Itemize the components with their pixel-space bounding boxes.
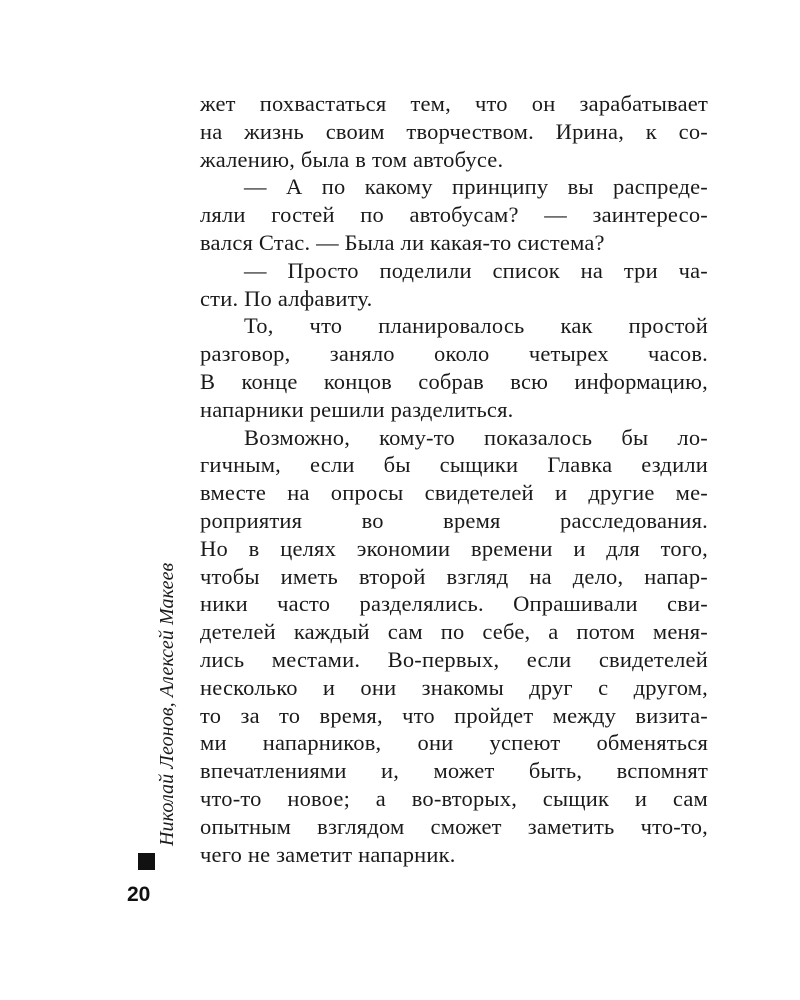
text-line: несколько и они знакомы друг с другом, <box>200 674 708 700</box>
text-line: гичным, если бы сыщики Главка ездили <box>200 452 708 478</box>
text-line: вместе на опросы свидетелей и другие ме- <box>200 480 708 506</box>
text-line: детелей каждый сам по себе, а потом меня- <box>200 619 708 645</box>
running-head-authors: Николай Леонов, Алексей Макеев <box>156 562 178 846</box>
text-line: то за то время, что пройдет между визита- <box>200 702 708 728</box>
text-line: жалению, была в том автобусе. <box>200 146 504 172</box>
text-line: впечатлениями и, может быть, вспомнят <box>200 758 708 784</box>
text-line: на жизнь своим творчеством. Ирина, к со- <box>200 118 708 144</box>
text-line: То, что планировалось как простой <box>244 313 708 339</box>
text-line: что-то новое; а во-вторых, сыщик и сам <box>200 785 708 811</box>
text-line: Возможно, кому-то показалось бы ло- <box>244 424 708 450</box>
text-line: — Просто поделили список на три ча- <box>244 257 708 283</box>
text-line: чего не заметит напарник. <box>200 841 456 867</box>
text-line: лись местами. Во-первых, если свидетелей <box>200 646 708 672</box>
page-number: 20 <box>127 883 151 906</box>
text-line: — А по какому принципу вы распреде- <box>244 174 708 200</box>
running-head-square-marker <box>138 853 155 870</box>
text-line: ляли гостей по автобусам? — заинтересо- <box>200 202 708 228</box>
text-line: Но в целях экономии времени и для того, <box>200 535 708 561</box>
text-line: жет похвастаться тем, что он зарабатывает <box>200 91 708 116</box>
text-line: ми напарников, они успеют обменяться <box>200 730 708 756</box>
text-line: В конце концов собрав всю информацию, <box>200 368 708 394</box>
text-line: чтобы иметь второй взгляд на дело, напар- <box>200 563 708 589</box>
text-line: вался Стас. — Была ли какая-то система? <box>200 229 605 255</box>
text-line: разговор, заняло около четырех часов. <box>200 341 708 367</box>
text-line: опытным взглядом сможет заметить что-то, <box>200 813 708 839</box>
text-line: напарники решили разделиться. <box>200 396 514 422</box>
text-line: ники часто разделялись. Опрашивали сви- <box>200 591 708 617</box>
body-text <box>200 90 708 868</box>
text-line: роприятия во время расследования. <box>200 507 708 533</box>
text-line: сти. По алфавиту. <box>200 285 373 311</box>
